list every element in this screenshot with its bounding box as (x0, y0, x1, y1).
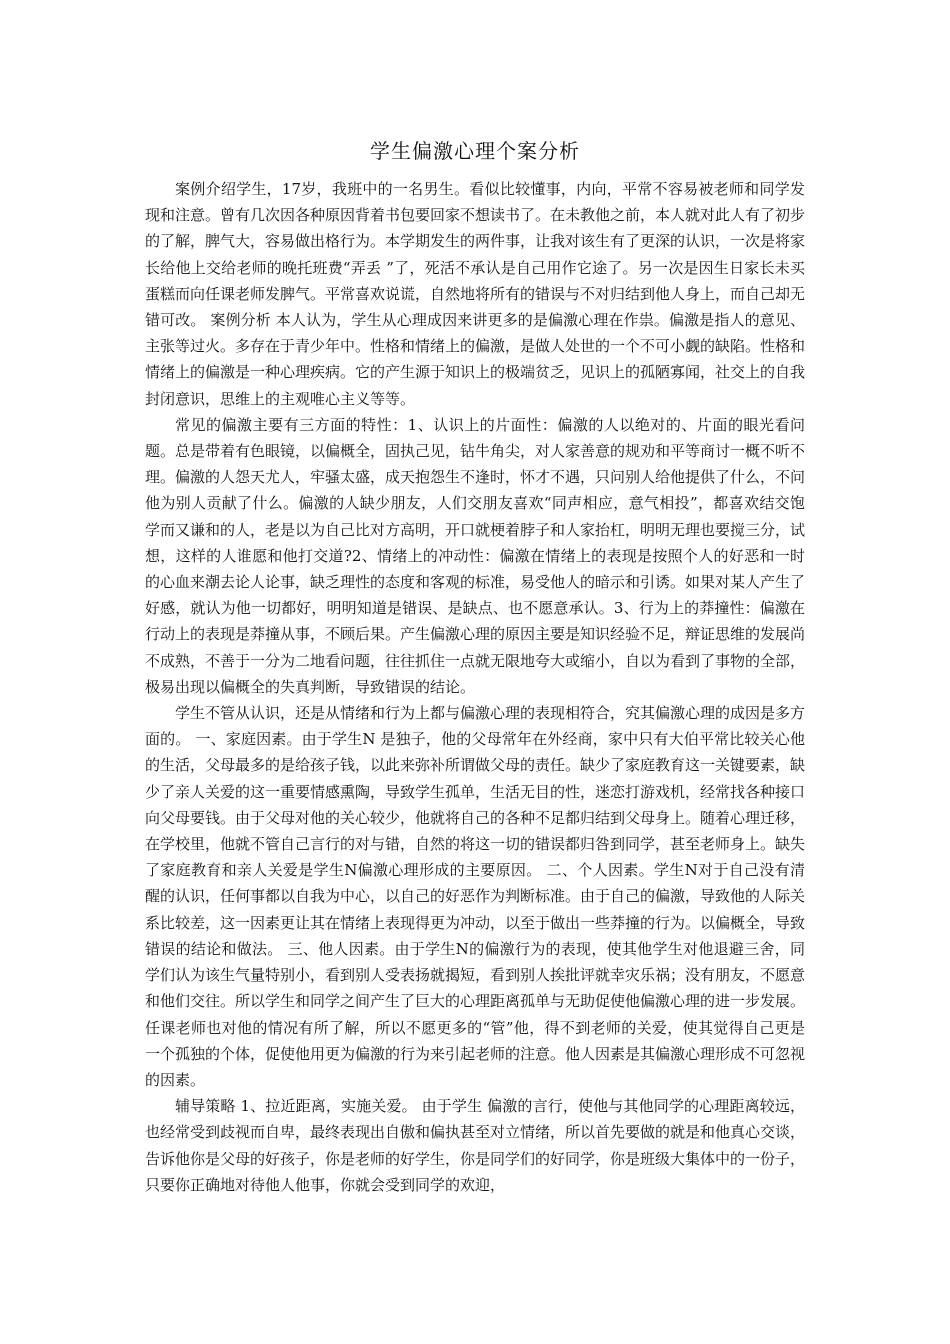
paragraph-case-intro: 案例介绍学生，17岁，我班中的一名男生。看似比较懂事，内向，平常不容易被老师和同学发现和注意。曾有几次因各种原因背着书包要回家不想读书了。在未教他之前，本人就对此人有了初步的了解，脾气大，容易做出格行为。本学期发生的两件事，让我对该生有了更深的认识，一次是将家长给他上交给老师的晚托班费“弄丢 ”了，死活不承认是自己用作它途了。另一次是因生日家长未买蛋糕而向任课老师发脾气。平常喜欢说谎，自然地将所有的错误与不对归结到他人身上，而自己却无错可改。 案例分析 本人认为，学生从心理成因来讲更多的是偏激心理在作祟。偏激是指人的意见、主张等过火。多存在于青少年中。性格和情绪上的偏激，是做人处世的一个不可小觑的缺陷。性格和情绪上的偏激是一种心理疾病。它的产生源于知识上的极端贫乏，见识上的孤陋寡闻，社交上的自我封闭意识，思维上的主观唯心主义等等。 (145, 180, 806, 408)
document-body (145, 176, 805, 1198)
paragraph-causes: 学生不管从认识，还是从情绪和行为上都与偏激心理的表现相符合，究其偏激心理的成因是多方面的。 一、家庭因素。由于学生N 是独子，他的父母常年在外经商，家中只有大伯平常比较关心他的生活，父母最多的是给孩子钱，以此来弥补所谓做父母的责任。缺少了家庭教育这一关键要素，缺少了亲人关爱的这一重要情感熏陶，导致学生孤单，生活无目的性，迷恋打游戏机，经常找各种接口向父母要钱。由于父母对他的关心较少，他就将自己的各种不足都归结到父母身上。随着心理迁移，在学校里，他就不管自己言行的对与错，自然的将这一切的错误都归咎到同学，甚至老师身上。缺失了家庭教育和亲人关爱是学生N偏激心理形成的主要原因。 二、个人因素。学生N对于自己没有清醒的认识，任何事都以自我为中心，以自己的好恶作为判断标准。由于自己的偏激，导致他的人际关系比较差，这一因素更让其在情绪上表现得更为冲动，以至于做出一些莽撞的行为。以偏概全，导致错误的结论和做法。 三、他人因素。由于学生N的偏激行为的表现，使其他学生对他退避三舍，同学们认为该生气量特别小，看到别人受表扬就揭短，看到别人挨批评就幸灾乐祸；没有朋友，不愿意和他们交往。所以学生和同学之间产生了巨大的心理距离孤单与无助促使他偏激心理的进一步发展。任课老师也对他的情况有所了解，所以不愿更多的“管”他，得不到老师的关爱，使其觉得自己更是一个孤独的个体，促使他用更为偏激的行为来引起老师的注意。他人因素是其偏激心理形成不可忽视的因素。 (145, 704, 806, 1089)
document-title: 学生偏激心理个案分析 (370, 139, 580, 163)
paragraph-characteristics: 常见的偏激主要有三方面的特性：1、认识上的片面性：偏激的人以绝对的、片面的眼光看问题。总是带着有色眼镜，以偏概全，固执己见，钻牛角尖，对人家善意的规劝和平等商讨一概不听不理。偏激的人怨天尤人，牢骚太盛，成天抱怨生不逢时，怀才不遇，只问别人给他提供了什么，不问他为别人贡献了什么。偏激的人缺少朋友，人们交朋友喜欢“同声相应，意气相投”，都喜欢结交饱学而又谦和的人，老是以为自己比对方高明，开口就梗着脖子和人家抬杠，明明无理也要搅三分，试想，这样的人谁愿和他打交道?2、情绪上的冲动性：偏激在情绪上的表现是按照个人的好恶和一时的心血来潮去论人论事，缺乏理性的态度和客观的标准，易受他人的暗示和引诱。如果对某人产生了好感，就认为他一切都好，明明知道是错误、是缺点、也不愿意承认。3、行为上的莽撞性：偏激在行动上的表现是莽撞从事，不顾后果。产生偏激心理的原因主要是知识经验不足，辩证思维的发展尚不成熟，不善于一分为二地看问题，往往抓住一点就无限地夸大或缩小，自以为看到了事物的全部，极易出现以偏概全的失真判断，导致错误的结论。 (145, 415, 806, 696)
paragraph-strategy: 辅导策略 1、拉近距离，实施关爱。 由于学生 偏激的言行，使他与其他同学的心理距离较远，也经常受到歧视而自卑，最终表现出自傲和偏执甚至对立情绪，所以首先要做的就是和他真心交谈，告诉他你是父母的好孩子，你是老师的好学生，你是同学们的好同学，你是班级大集体中的一份子，只要你正确地对待他人他事，你就会受到同学的欢迎， (145, 1097, 806, 1194)
